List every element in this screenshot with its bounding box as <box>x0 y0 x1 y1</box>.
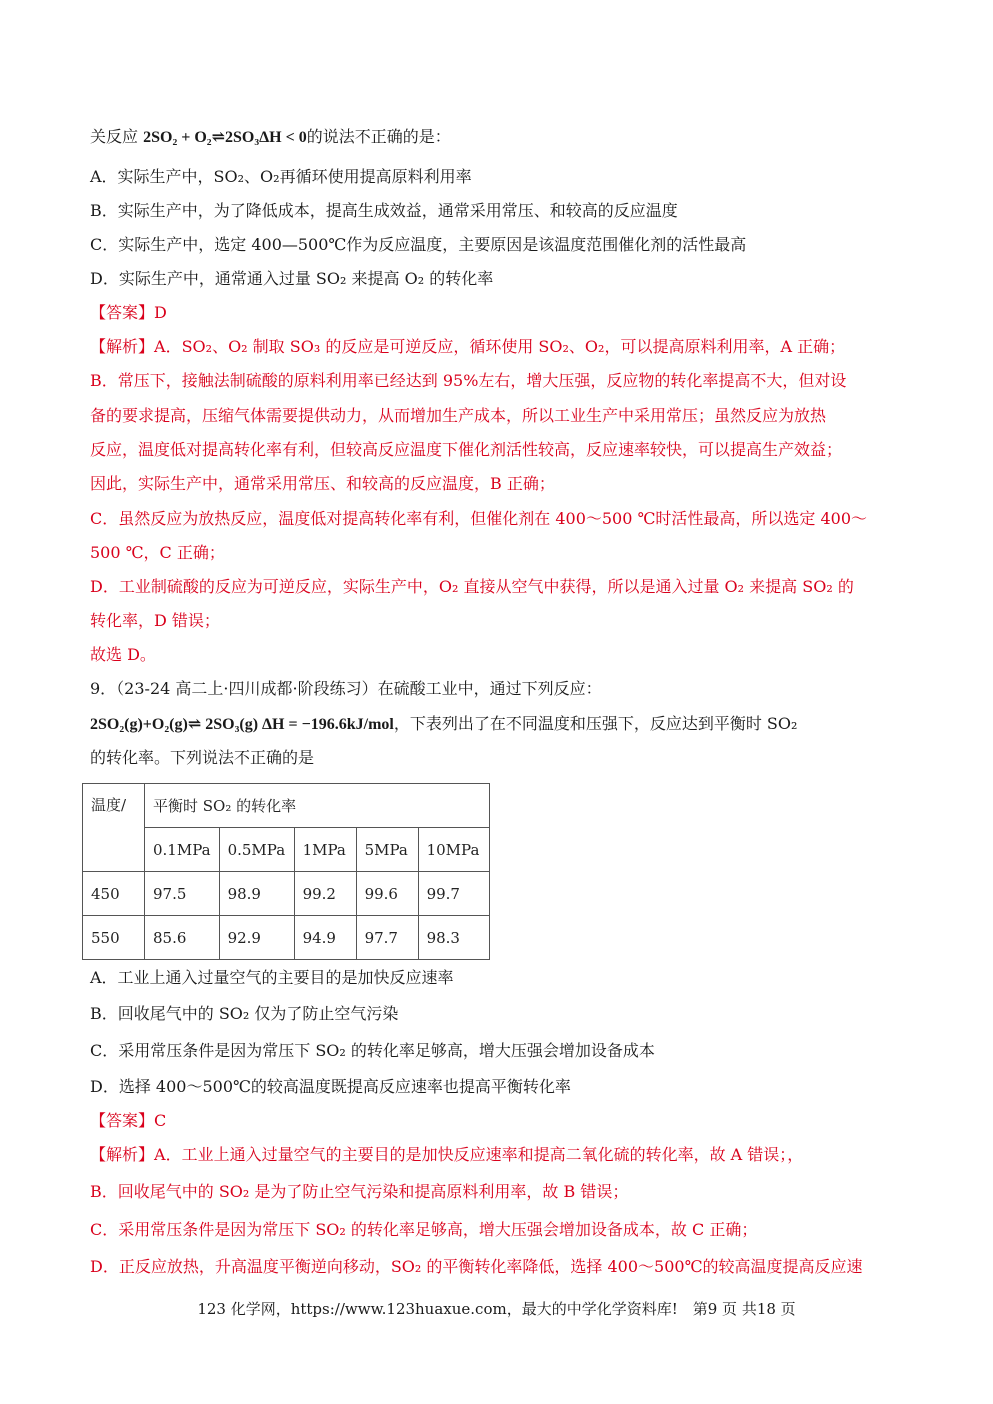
q8-analysis-a <box>90 336 845 358</box>
table-pressure-header: 5MPa <box>356 828 418 872</box>
q8-stem-equation: 2SO₂ + O₂⇌2SO₃ΔH < 0 <box>143 129 307 146</box>
q8-analysis-line: 500 ℃，C 正确； <box>90 543 225 562</box>
q9-answer <box>90 1110 166 1132</box>
q9-equation: 2SO₂(g)+O₂(g)⇌ 2SO₃(g) ΔH = −196.6kJ/mol <box>90 716 394 733</box>
table-cell: 98.9 <box>219 872 294 916</box>
table-cell: 97.5 <box>145 872 220 916</box>
q8-analysis-line: 转化率，D 错误； <box>90 611 220 630</box>
table-cell: 99.2 <box>294 872 356 916</box>
q8-answer-label: 【答案】 <box>90 303 155 322</box>
q9-stem-end: 的转化率。下列说法不正确的是 <box>90 748 315 767</box>
table-row <box>83 872 490 916</box>
q8-stem-post: 的说法不正确的是： <box>306 127 451 146</box>
q9-option-a: A．工业上通入过量空气的主要目的是加快反应速率 <box>90 968 454 987</box>
q8-stem-pre: 关反应 <box>90 127 144 146</box>
q8-analysis-line: D．工业制硫酸的反应为可逆反应，实际生产中，O₂ 直接从空气中获得，所以是通入过量 O₂ 来提高 SO₂ 的 <box>90 577 854 596</box>
q8-analysis-line: 故选 D。 <box>90 645 156 664</box>
table-cell: 99.7 <box>418 872 489 916</box>
q9-analysis-line: D．正反应放热，升高温度平衡逆向移动，SO₂ 的平衡转化率降低，选择 400～500℃的较高温度提高反应速 <box>90 1257 863 1276</box>
table-pressure-header: 0.5MPa <box>219 828 294 872</box>
q9-equation-post: ，下表列出了在不同温度和压强下，反应达到平衡时 SO₂ <box>393 714 798 733</box>
q9-option-b: B．回收尾气中的 SO₂ 仅为了防止空气污染 <box>90 1004 399 1023</box>
q8-stem <box>90 126 451 149</box>
table-cell-temp: 550 <box>83 916 145 960</box>
q8-analysis-line: 反应，温度低对提高转化率有利，但较高反应温度下催化剂活性较高，反应速率较快，可以提高生产效益； <box>90 440 843 459</box>
table-pressure-header: 0.1MPa <box>145 828 220 872</box>
page-footer: 123 化学网，https://www.123huaxue.com，最大的中学化学资料库! 第9 页 共18 页 <box>197 1300 796 1318</box>
q8-analysis-line: A．SO₂、O₂ 制取 SO₃ 的反应是可逆反应，循环使用 SO₂、O₂，可以提高原料利用率，A 正确； <box>154 337 846 356</box>
q8-analysis-line: B．常压下，接触法制硫酸的原料利用率已经达到 95%左右，增大压强，反应物的转化率提高不大，但对设 <box>90 371 847 390</box>
q9-analysis-line: B．回收尾气中的 SO₂ 是为了防止空气污染和提高原料利用率，故 B 错误； <box>90 1182 629 1201</box>
q8-analysis-line: C．虽然反应为放热反应，温度低对提高转化率有利，但催化剂在 400～500 ℃时活性最高，所以选定 400～ <box>90 509 868 528</box>
q9-header: 9．（23-24 高二上·四川成都·阶段练习）在硫酸工业中，通过下列反应： <box>90 679 602 698</box>
table-cell: 98.3 <box>418 916 489 960</box>
q9-option-d: D．选择 400～500℃的较高温度既提高反应速率也提高平衡转化率 <box>90 1077 571 1096</box>
q9-analysis-label: 【解析】 <box>90 1145 155 1164</box>
table-row <box>83 916 490 960</box>
q9-analysis-a <box>90 1144 803 1166</box>
table-cell: 85.6 <box>145 916 220 960</box>
q8-analysis-line: 因此，实际生产中，通常采用常压、和较高的反应温度，B 正确； <box>90 474 555 493</box>
table-cell: 92.9 <box>219 916 294 960</box>
q8-answer <box>90 302 167 324</box>
q8-option-b: B．实际生产中，为了降低成本，提高生成效益，通常采用常压、和较高的反应温度 <box>90 201 678 220</box>
table-corner: 温度/ <box>83 784 145 872</box>
table-pressure-header: 1MPa <box>294 828 356 872</box>
table-cell-temp: 450 <box>83 872 145 916</box>
table-pressure-header: 10MPa <box>418 828 489 872</box>
q9-equation-line <box>90 713 797 736</box>
q9-option-c: C．采用常压条件是因为常压下 SO₂ 的转化率足够高，增大压强会增加设备成本 <box>90 1041 655 1060</box>
q8-analysis-label: 【解析】 <box>90 337 155 356</box>
table-cell: 99.6 <box>356 872 418 916</box>
q8-option-d: D．实际生产中，通常通入过量 SO₂ 来提高 O₂ 的转化率 <box>90 269 494 288</box>
table-cell: 97.7 <box>356 916 418 960</box>
q8-answer-value: D <box>154 303 167 322</box>
q8-option-a: A．实际生产中，SO₂、O₂再循环使用提高原料利用率 <box>90 167 472 186</box>
q9-analysis-line: A．工业上通入过量空气的主要目的是加快反应速率和提高二氧化硫的转化率，故 A 错误；， <box>154 1145 804 1164</box>
q9-answer-value: C <box>154 1111 167 1130</box>
q9-answer-label: 【答案】 <box>90 1111 155 1130</box>
q8-option-c: C．实际生产中，选定 400—500℃作为反应温度，主要原因是该温度范围催化剂的活性最高 <box>90 235 747 254</box>
conversion-table <box>82 783 490 960</box>
q8-analysis-line: 备的要求提高，压缩气体需要提供动力，从而增加生产成本，所以工业生产中采用常压；虽然反应为放热 <box>90 406 827 425</box>
table-group-header: 平衡时 SO₂ 的转化率 <box>145 784 490 828</box>
table-cell: 94.9 <box>294 916 356 960</box>
q9-analysis-line: C．采用常压条件是因为常压下 SO₂ 的转化率足够高，增大压强会增加设备成本，故 C 正确； <box>90 1220 758 1239</box>
